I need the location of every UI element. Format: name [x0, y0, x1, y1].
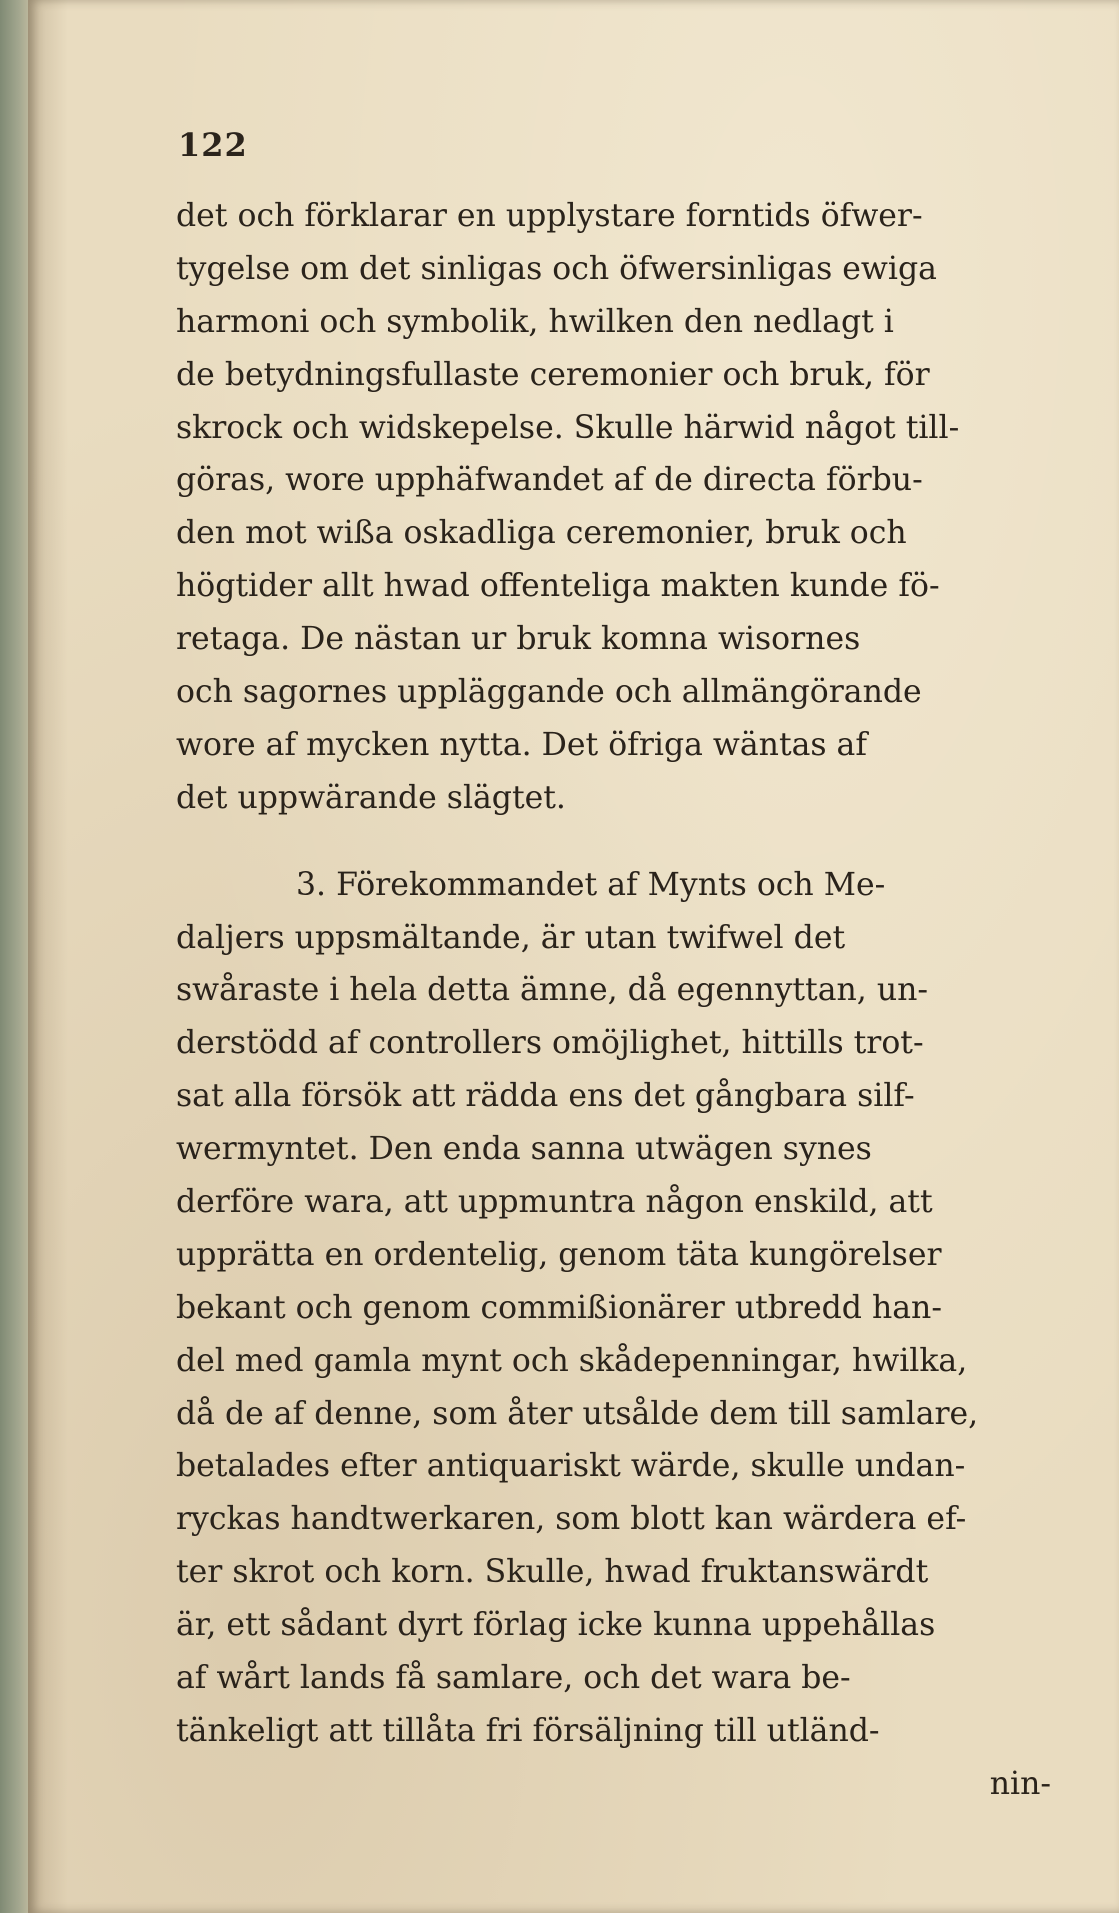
text-line: och sagornes uppläggande och allmängörande: [176, 674, 922, 711]
text-line: retaga. De nästan ur bruk komna wisornes: [176, 621, 861, 658]
text-line: bekant och genom commißionärer utbredd han-: [176, 1289, 942, 1326]
text-line: 3. Förekommandet af Mynts och Me-: [296, 866, 886, 903]
text-line: derföre wara, att uppmuntra någon enskild, att: [176, 1184, 933, 1221]
text-line: upprätta en ordentelig, genom täta kungörelser: [176, 1236, 942, 1273]
book-page: [28, 0, 1119, 1913]
paragraph-gap: [176, 825, 1071, 859]
text-line: wermyntet. Den enda sanna utwägen synes: [176, 1131, 872, 1168]
paragraph-1: [176, 190, 1071, 825]
catchword: nin-: [989, 1765, 1051, 1802]
text-line: den mot wißa oskadliga ceremonier, bruk och: [176, 515, 907, 552]
paragraph-2: [176, 859, 1071, 1758]
text-line: derstödd af controllers omöjlighet, hittills trot-: [176, 1025, 924, 1062]
text-line: det uppwärande slägtet.: [176, 779, 566, 816]
text-line: de betydningsfullaste ceremonier och bruk, för: [176, 356, 930, 393]
text-line: ter skrot och korn. Skulle, hwad fruktanswärdt: [176, 1554, 929, 1591]
text-line: ryckas handtwerkaren, som blott kan wärdera ef-: [176, 1501, 967, 1538]
text-line: tygelse om det sinligas och öfwersinligas ewiga: [176, 250, 937, 287]
text-line: wore af mycken nytta. Det öfriga wäntas af: [176, 726, 868, 763]
text-line: betalades efter antiquariskt wärde, skulle undan-: [176, 1448, 966, 1485]
text-line: högtider allt hwad offenteliga makten kunde fö-: [176, 568, 940, 605]
text-line: är, ett sådant dyrt förlag icke kunna uppehållas: [176, 1607, 936, 1644]
page-number: 122: [178, 126, 248, 164]
text-line: sat alla försök att rädda ens det gångbara silf-: [176, 1078, 915, 1115]
text-line: swåraste i hela detta ämne, då egennyttan, un-: [176, 972, 929, 1009]
text-line: del med gamla mynt och skådepenningar, hwilka,: [176, 1342, 968, 1379]
text-line: tänkeligt att tillåta fri försäljning till utländ-: [176, 1712, 880, 1749]
text-line: då de af denne, som åter utsålde dem till samlare,: [176, 1395, 979, 1432]
text-line: det och förklarar en upplystare forntids öfwer-: [176, 198, 923, 234]
text-line: af wårt lands få samlare, och det wara be-: [176, 1660, 851, 1697]
text-line: skrock och widskepelse. Skulle härwid något till-: [176, 409, 960, 446]
page-text: [176, 190, 1071, 1811]
text-line: harmoni och symbolik, hwilken den nedlagt i: [176, 303, 894, 340]
text-line: daljers uppsmältande, är utan twifwel det: [176, 919, 846, 956]
text-line: göras, wore upphäfwandet af de directa förbu-: [176, 462, 923, 499]
